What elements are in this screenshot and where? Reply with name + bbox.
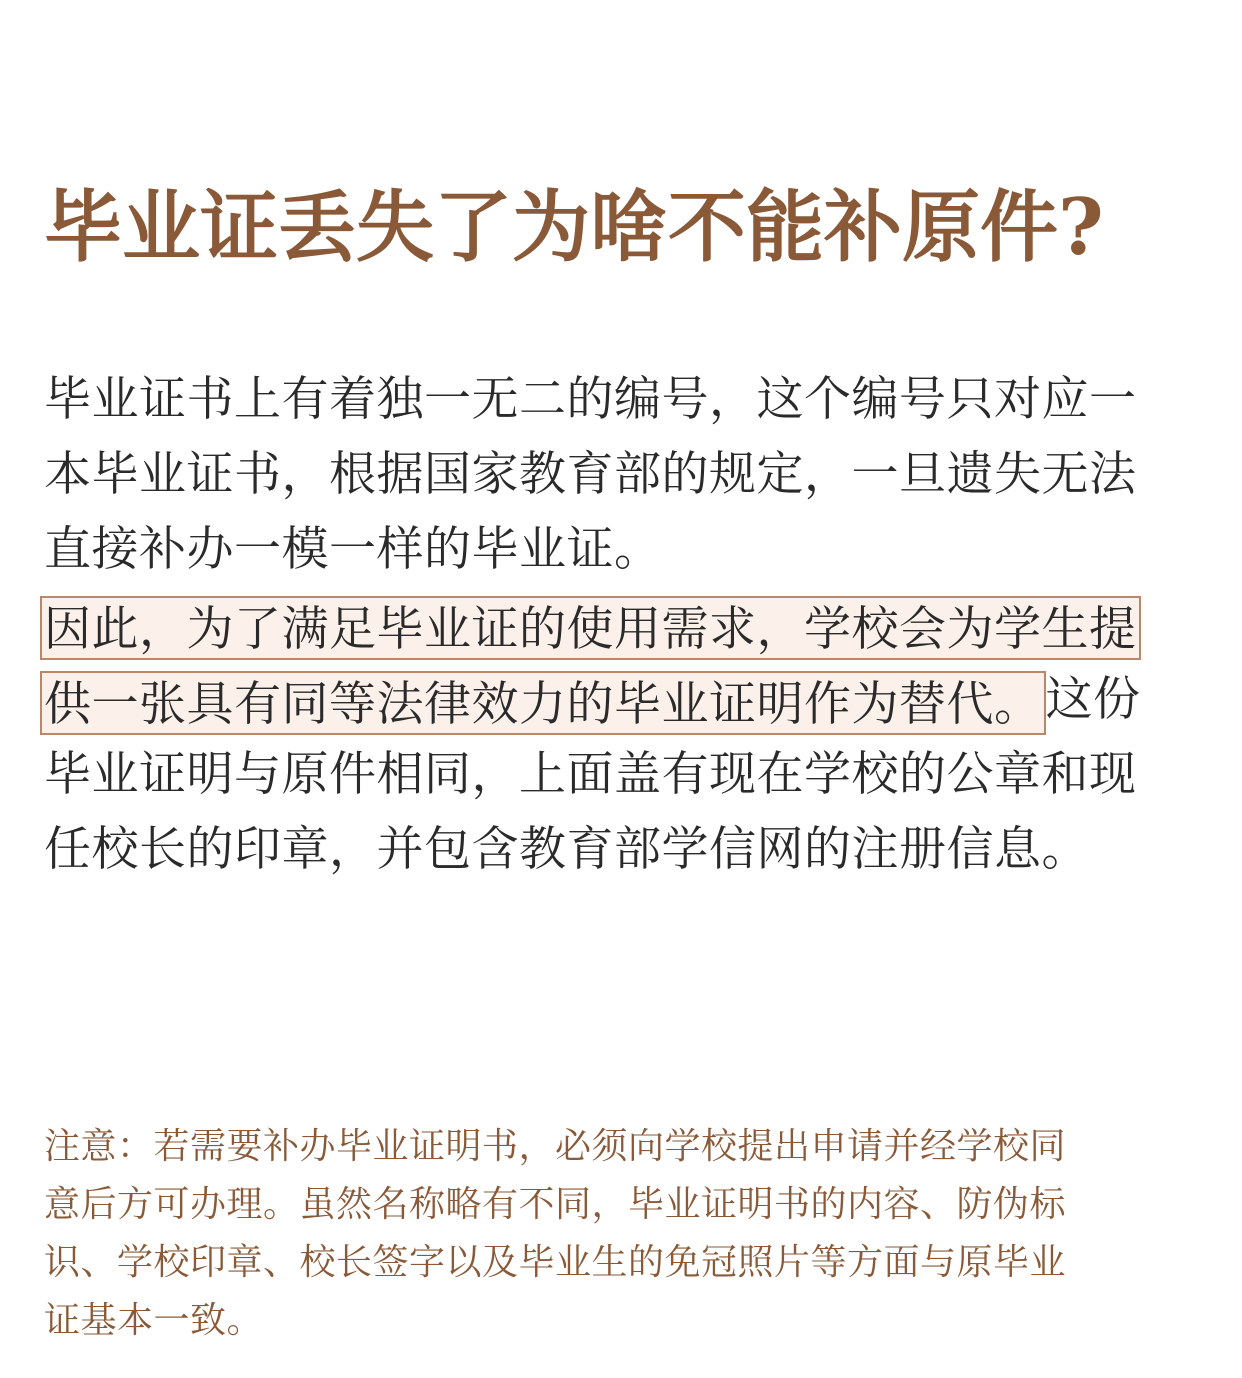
body-text-fragment: 这份 [1045, 672, 1141, 727]
note-line: 证基本一致。 [44, 1300, 264, 1341]
note-line: 注意：若需要补办毕业证明书，必须向学校提出申请并经学校同 [44, 1126, 1067, 1167]
note-paragraph [44, 1118, 1204, 1350]
highlight-box: 供一张具有同等法律效力的毕业证明作为替代。 [40, 671, 1046, 735]
body-line: 毕业证书上有着独一无二的编号，这个编号只对应一 [44, 372, 1137, 427]
body-line: 任校长的印章，并包含教育部学信网的注册信息。 [44, 822, 1089, 877]
body-line: 毕业证明与原件相同，上面盖有现在学校的公章和现 [44, 747, 1137, 802]
body-line: 本毕业证书，根据国家教育部的规定，一旦遗失无法 [44, 447, 1137, 502]
body-line-highlighted [44, 587, 1204, 662]
body-line-mixed [44, 662, 1204, 737]
page-title: 毕业证丢失了为啥不能补原件? [44, 182, 1104, 273]
body-paragraph [44, 362, 1204, 887]
note-line: 识、学校印章、校长签字以及毕业生的免冠照片等方面与原毕业 [44, 1242, 1067, 1283]
highlight-box: 因此，为了满足毕业证的使用需求，学校会为学生提 [40, 596, 1141, 660]
note-line: 意后方可办理。虽然名称略有不同，毕业证明书的内容、防伪标 [44, 1184, 1067, 1225]
body-line: 直接补办一模一样的毕业证。 [44, 522, 662, 577]
